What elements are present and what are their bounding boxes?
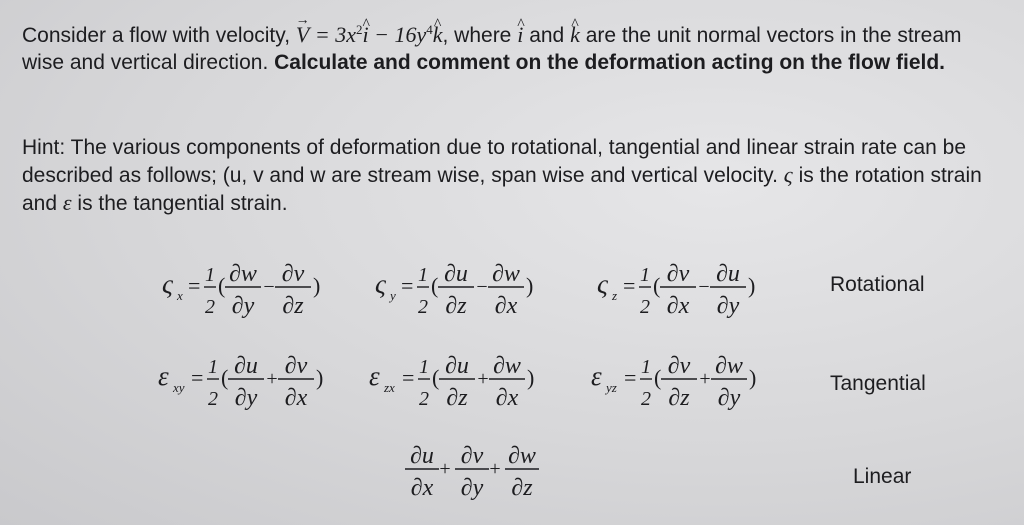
rotational-eq-y-operator: −	[476, 276, 488, 298]
rotational-eq-x-term2-denominator: ∂z	[282, 293, 304, 319]
unit-vector-k: ^ k	[433, 21, 443, 48]
rotational-eq-y-term2-numerator: ∂w	[492, 261, 520, 287]
tangential-eq-yz-term2-denominator: ∂y	[717, 385, 741, 411]
question-where: , where	[442, 24, 512, 47]
rotational-eq-z-equals: =	[623, 273, 636, 298]
rotational-eq-z-symbol: ς	[597, 269, 608, 299]
rotational-eq-x-lparen: (	[218, 273, 226, 298]
tangential-eq-zx-term2-denominator: ∂x	[495, 385, 519, 411]
linear-plus-1: +	[439, 458, 451, 480]
tangential-eq-xy-lparen: (	[221, 365, 229, 390]
tangential-eq-yz-lparen: (	[654, 365, 662, 390]
linear-term1-numerator: ∂u	[410, 443, 434, 469]
tangential-eq-xy-term2-numerator: ∂v	[284, 353, 308, 379]
hint-rotation-text: is the rotation strain and	[22, 164, 982, 215]
linear-term3-numerator: ∂w	[508, 443, 536, 469]
rotational-eq-x-symbol: ς	[162, 269, 173, 299]
rotational-eq-x-term1-numerator: ∂w	[229, 261, 257, 287]
linear-plus-2: +	[489, 458, 501, 480]
rotational-eq-x-operator: −	[263, 276, 275, 298]
tangential-eq-xy-term1-numerator: ∂u	[234, 353, 258, 379]
rotational-eq-x-subscript: x	[177, 288, 183, 303]
rotational-eq-y-half-numerator: 1	[418, 264, 428, 286]
rotational-eq-y-lparen: (	[431, 273, 439, 298]
tangential-eq-yz-rparen: )	[749, 365, 757, 390]
rotational-eq-z-lparen: (	[653, 273, 661, 298]
rotational-eq-y-term1-numerator: ∂u	[444, 261, 468, 287]
epsilon-symbol: ε	[62, 190, 72, 215]
tangential-eq-yz-term2-numerator: ∂w	[715, 353, 743, 379]
rotational-eq-z-operator: −	[698, 276, 710, 298]
question-direction-text: are the unit normal vectors in the stream wise and vertical direction.	[22, 24, 962, 74]
rotational-eq-z-rparen: )	[748, 273, 756, 298]
rotational-eq-y-subscript: y	[390, 288, 396, 303]
rotational-eq-x-rparen: )	[313, 273, 321, 298]
tangential-eq-zx-term2-numerator: ∂w	[493, 353, 521, 379]
tangential-eq-zx-operator: +	[477, 368, 489, 390]
tangential-eq-yz-term1-numerator: ∂v	[667, 353, 691, 379]
tangential-eq-yz-equals: =	[624, 365, 637, 390]
label-tangential: Tangential	[830, 372, 926, 395]
tangential-eq-xy-symbol: ε	[158, 361, 169, 391]
label-linear: Linear	[853, 465, 912, 488]
tangential-eq-zx-symbol: ε	[369, 361, 380, 391]
tangential-eq-xy-equals: =	[191, 365, 204, 390]
unit-vector-i: ^ i	[362, 21, 368, 48]
rotational-eq-z-term1-numerator: ∂v	[666, 261, 690, 287]
question-and: and	[529, 24, 565, 47]
question-task: Calculate and comment on the deformation acting on the flow field.	[274, 51, 946, 74]
rotational-eq-y-rparen: )	[526, 273, 534, 298]
rotational-eq-x-equals: =	[188, 273, 201, 298]
linear-term2-denominator: ∂y	[460, 475, 484, 501]
tangential-eq-xy-operator: +	[266, 368, 278, 390]
velocity-minus: − 16	[368, 22, 417, 47]
tangential-eq-yz-term1-denominator: ∂z	[668, 385, 690, 411]
question-intro: Consider a flow with velocity,	[22, 24, 291, 47]
tangential-eq-xy-half-denominator: 2	[208, 388, 218, 410]
linear-term1-denominator: ∂x	[410, 475, 434, 501]
rotational-eq-y-half-denominator: 2	[418, 296, 428, 318]
tangential-eq-zx-term1-numerator: ∂u	[445, 353, 469, 379]
tangential-eq-xy-term2-denominator: ∂x	[284, 385, 308, 411]
rotational-eq-x-term2-numerator: ∂v	[281, 261, 305, 287]
rotational-eq-x-term1-denominator: ∂y	[231, 293, 255, 319]
tangential-eq-zx-half-denominator: 2	[419, 388, 429, 410]
velocity-vector-symbol: → V	[296, 21, 309, 48]
linear-term3-denominator: ∂z	[511, 475, 533, 501]
tangential-eq-yz-half-numerator: 1	[641, 356, 651, 378]
tangential-eq-zx-lparen: (	[432, 365, 440, 390]
tangential-eq-yz-symbol: ε	[591, 361, 602, 391]
rotational-eq-z-subscript: z	[612, 288, 618, 303]
term1-exponent: 2	[355, 22, 363, 37]
label-rotational: Rotational	[830, 273, 925, 296]
rotational-eq-z-term1-denominator: ∂x	[666, 293, 690, 319]
tangential-eq-xy-subscript: xy	[173, 380, 185, 395]
rotational-eq-z-term2-numerator: ∂u	[716, 261, 740, 287]
rotational-eq-z-term2-denominator: ∂y	[716, 293, 740, 319]
hint-intro: Hint: The various components of deformation due to rotational, tangential and linear strain rate can be described as follows; (u, v and w are stream wise, span wise and vertical velocity.	[22, 136, 967, 187]
tangential-eq-yz-operator: +	[699, 368, 711, 390]
velocity-equals: = 3	[309, 22, 347, 47]
zeta-symbol: ς	[783, 162, 793, 187]
tangential-eq-zx-subscript: zx	[384, 380, 395, 395]
rotational-eq-x-half-numerator: 1	[205, 264, 215, 286]
term2-variable: y	[416, 22, 427, 47]
rotational-eq-y-term2-denominator: ∂x	[494, 293, 518, 319]
tangential-eq-yz-subscript: yz	[606, 380, 617, 395]
unit-vector-i-ref: ^ i	[517, 21, 523, 48]
rotational-eq-x-half-denominator: 2	[205, 296, 215, 318]
tangential-eq-zx-term1-denominator: ∂z	[446, 385, 468, 411]
term1-variable: x	[346, 22, 356, 47]
rotational-eq-z-half-numerator: 1	[640, 264, 650, 286]
tangential-eq-xy-rparen: )	[316, 365, 324, 390]
tangential-eq-xy-term1-denominator: ∂y	[234, 385, 258, 411]
term2-exponent: 4	[426, 22, 433, 37]
linear-term2-numerator: ∂v	[460, 443, 484, 469]
rotational-eq-y-term1-denominator: ∂z	[445, 293, 467, 319]
unit-vector-k-ref: ^ k	[570, 21, 580, 48]
tangential-eq-zx-rparen: )	[527, 365, 535, 390]
tangential-eq-xy-half-numerator: 1	[208, 356, 218, 378]
tangential-eq-zx-equals: =	[402, 365, 415, 390]
rotational-eq-y-symbol: ς	[375, 269, 386, 299]
tangential-eq-zx-half-numerator: 1	[419, 356, 429, 378]
rotational-eq-z-half-denominator: 2	[640, 296, 650, 318]
hint-tangential-text: is the tangential strain.	[77, 192, 288, 215]
rotational-eq-y-equals: =	[401, 273, 414, 298]
tangential-eq-yz-half-denominator: 2	[641, 388, 651, 410]
